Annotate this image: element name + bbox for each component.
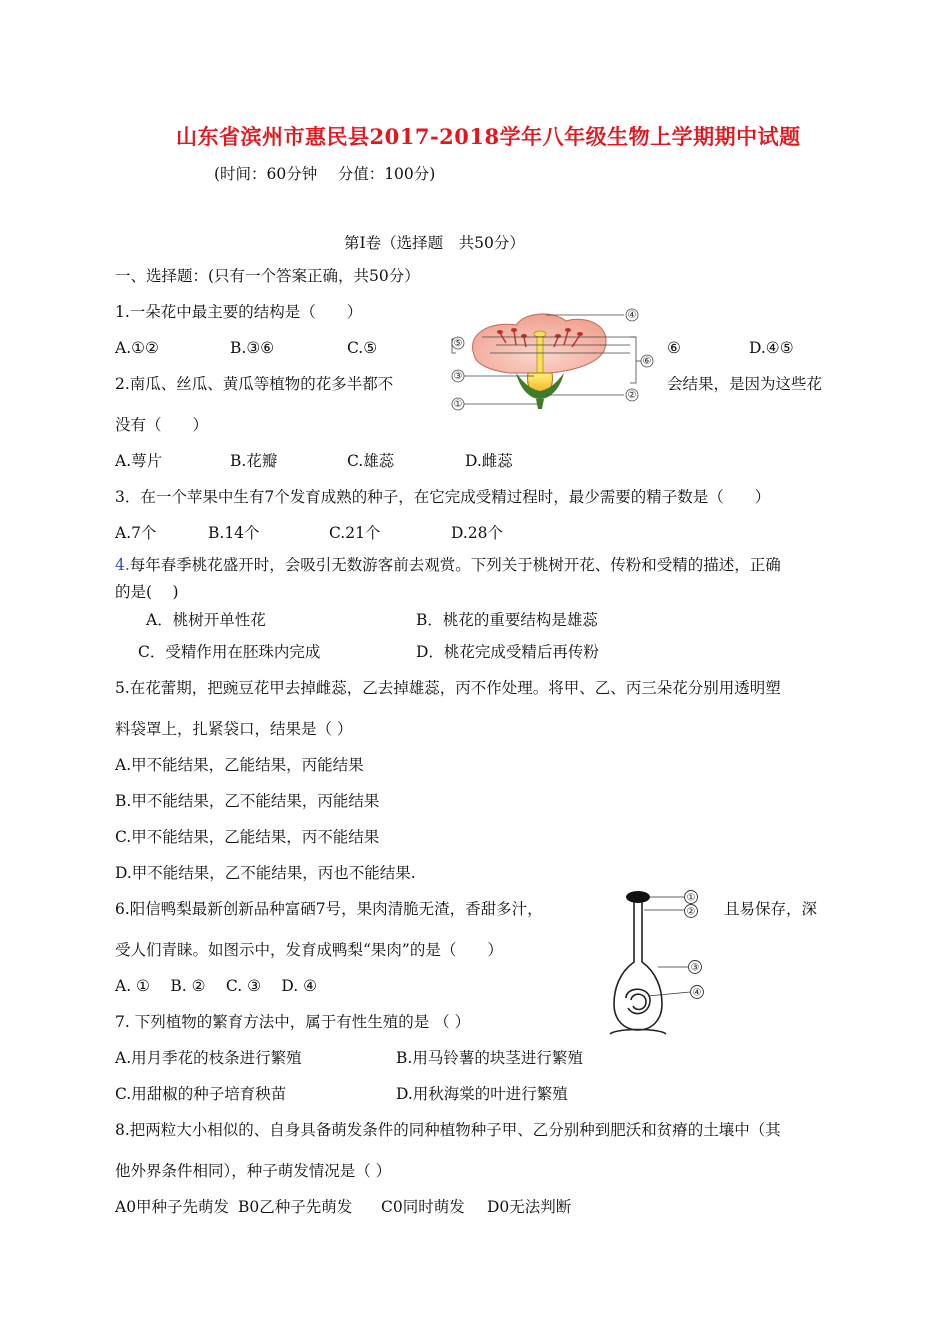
q8-option-d: D0无法判断: [487, 1198, 572, 1216]
q6-options: A. ① B. ② C. ③ D. ④: [115, 977, 318, 995]
q4-stem-a-text: 每年春季桃花盛开时，会吸引无数游客前去观赏。下列关于桃树开花、传粉和受精的描述，正确: [129, 556, 781, 574]
q5-option-d: D.甲不能结果，乙不能结果，丙也不能结果.: [115, 864, 416, 882]
flower-label-4: ④: [627, 310, 637, 321]
q2-option-b: B.花瓣: [230, 452, 278, 470]
q1-stem: 1.一朵花中最主要的结构是（ ）: [115, 303, 363, 321]
q1-option-c: C.⑤: [347, 339, 378, 357]
flower-label-2: ②: [627, 390, 637, 401]
q7-option-b: B.用马铃薯的块茎进行繁殖: [396, 1049, 583, 1067]
flower-structure-diagram: [446, 303, 656, 413]
page-title: 山东省滨州市惠民县2017-2018学年八年级生物上学期期中试题: [176, 124, 801, 149]
q3-option-b: B.14个: [208, 524, 260, 542]
q6-stem-a: 6.阳信鸭梨最新创新品种富硒7号，果肉清脆无渣，香甜多汁，: [115, 900, 543, 918]
q4-stem-a: [115, 555, 781, 575]
pistil-label-2: ②: [686, 906, 696, 918]
q5-option-a: A.甲不能结果，乙能结果，丙能结果: [115, 756, 364, 774]
q1-option-d: D.④⑤: [749, 339, 794, 357]
q3-option-d: D.28个: [451, 524, 504, 542]
q4-number: 4.: [115, 556, 130, 574]
q2-option-d: D.雌蕊: [465, 452, 513, 470]
q3-option-c: C.21个: [329, 524, 381, 542]
q4-option-a: A．桃树开单性花: [146, 611, 266, 629]
q1-option-a: A.①②: [115, 339, 159, 357]
q3-stem: 3．在一个苹果中生有7个发育成熟的种子，在它完成受精过程时，最少需要的精子数是（ ）: [115, 488, 771, 506]
q1-option-c-tail: ⑥: [667, 339, 681, 357]
flower-label-6: ⑥: [642, 356, 652, 367]
flower-label-3: ③: [453, 371, 463, 382]
pistil-label-4: ④: [692, 987, 702, 999]
q1-option-b: B.③⑥: [230, 339, 275, 357]
q4-option-d: D．桃花完成受精后再传粉: [416, 643, 599, 661]
q7-stem: 7. 下列植物的繁育方法中，属于有性生殖的是 （ ）: [115, 1013, 471, 1031]
q6-stem-b: 且易保存，深: [724, 900, 818, 918]
q7-option-c: C.用甜椒的种子培育秧苗: [115, 1085, 287, 1103]
part-heading: 第Ⅰ卷（选择题 共50分）: [344, 234, 525, 252]
q2-option-c: C.雄蕊: [347, 452, 395, 470]
exam-meta: (时间：60分钟 分值：100分): [214, 165, 436, 183]
q6-stem-c: 受人们青睐。如图示中，发育成鸭梨“果肉”的是（ ）: [115, 941, 503, 959]
q5-stem-b: 料袋罩上，扎紧袋口，结果是（ ）: [115, 720, 353, 738]
q8-option-a: A0甲种子先萌发: [115, 1198, 230, 1216]
q4-stem-b: 的是( ): [115, 583, 179, 601]
q2-stem-c: 没有（ ）: [115, 416, 209, 434]
q8-option-c: C0同时萌发: [381, 1198, 465, 1216]
flower-label-5: ⑤: [453, 338, 463, 349]
q4-option-c: C．受精作用在胚珠内完成: [138, 643, 321, 661]
q5-option-c: C.甲不能结果，乙能结果，丙不能结果: [115, 828, 380, 846]
section-heading: 一、选择题：(只有一个答案正确，共50分）: [115, 267, 420, 285]
q8-stem-a: 8.把两粒大小相似的、自身具备萌发条件的同种植物种子甲、乙分别种到肥沃和贫瘠的土壤中（其: [115, 1121, 781, 1139]
q7-option-a: A.用月季花的枝条进行繁殖: [115, 1049, 302, 1067]
pistil-label-1: ①: [686, 892, 696, 904]
q5-stem-a: 5.在花蕾期，把豌豆花甲去掉雌蕊，乙去掉雄蕊，丙不作处理。将甲、乙、丙三朵花分别用透明塑: [115, 679, 781, 697]
flower-label-1: ①: [453, 399, 463, 410]
q5-option-b: B.甲不能结果，乙不能结果，丙能结果: [115, 792, 380, 810]
q2-stem-b: 会结果，是因为这些花: [667, 375, 823, 393]
q8-option-b: B0乙种子先萌发: [238, 1198, 353, 1216]
pistil-diagram: [606, 888, 718, 1036]
q7-option-d: D.用秋海棠的叶进行繁殖: [396, 1085, 568, 1103]
q4-option-b: B．桃花的重要结构是雄蕊: [416, 611, 598, 629]
q3-option-a: A.7个: [115, 524, 157, 542]
q8-stem-b: 他外界条件相同），种子萌发情况是（ ）: [115, 1162, 392, 1180]
q2-stem-a: 2.南瓜、丝瓜、黄瓜等植物的花多半都不: [115, 375, 394, 393]
pistil-label-3: ③: [690, 962, 700, 974]
q2-option-a: A.萼片: [115, 452, 163, 470]
